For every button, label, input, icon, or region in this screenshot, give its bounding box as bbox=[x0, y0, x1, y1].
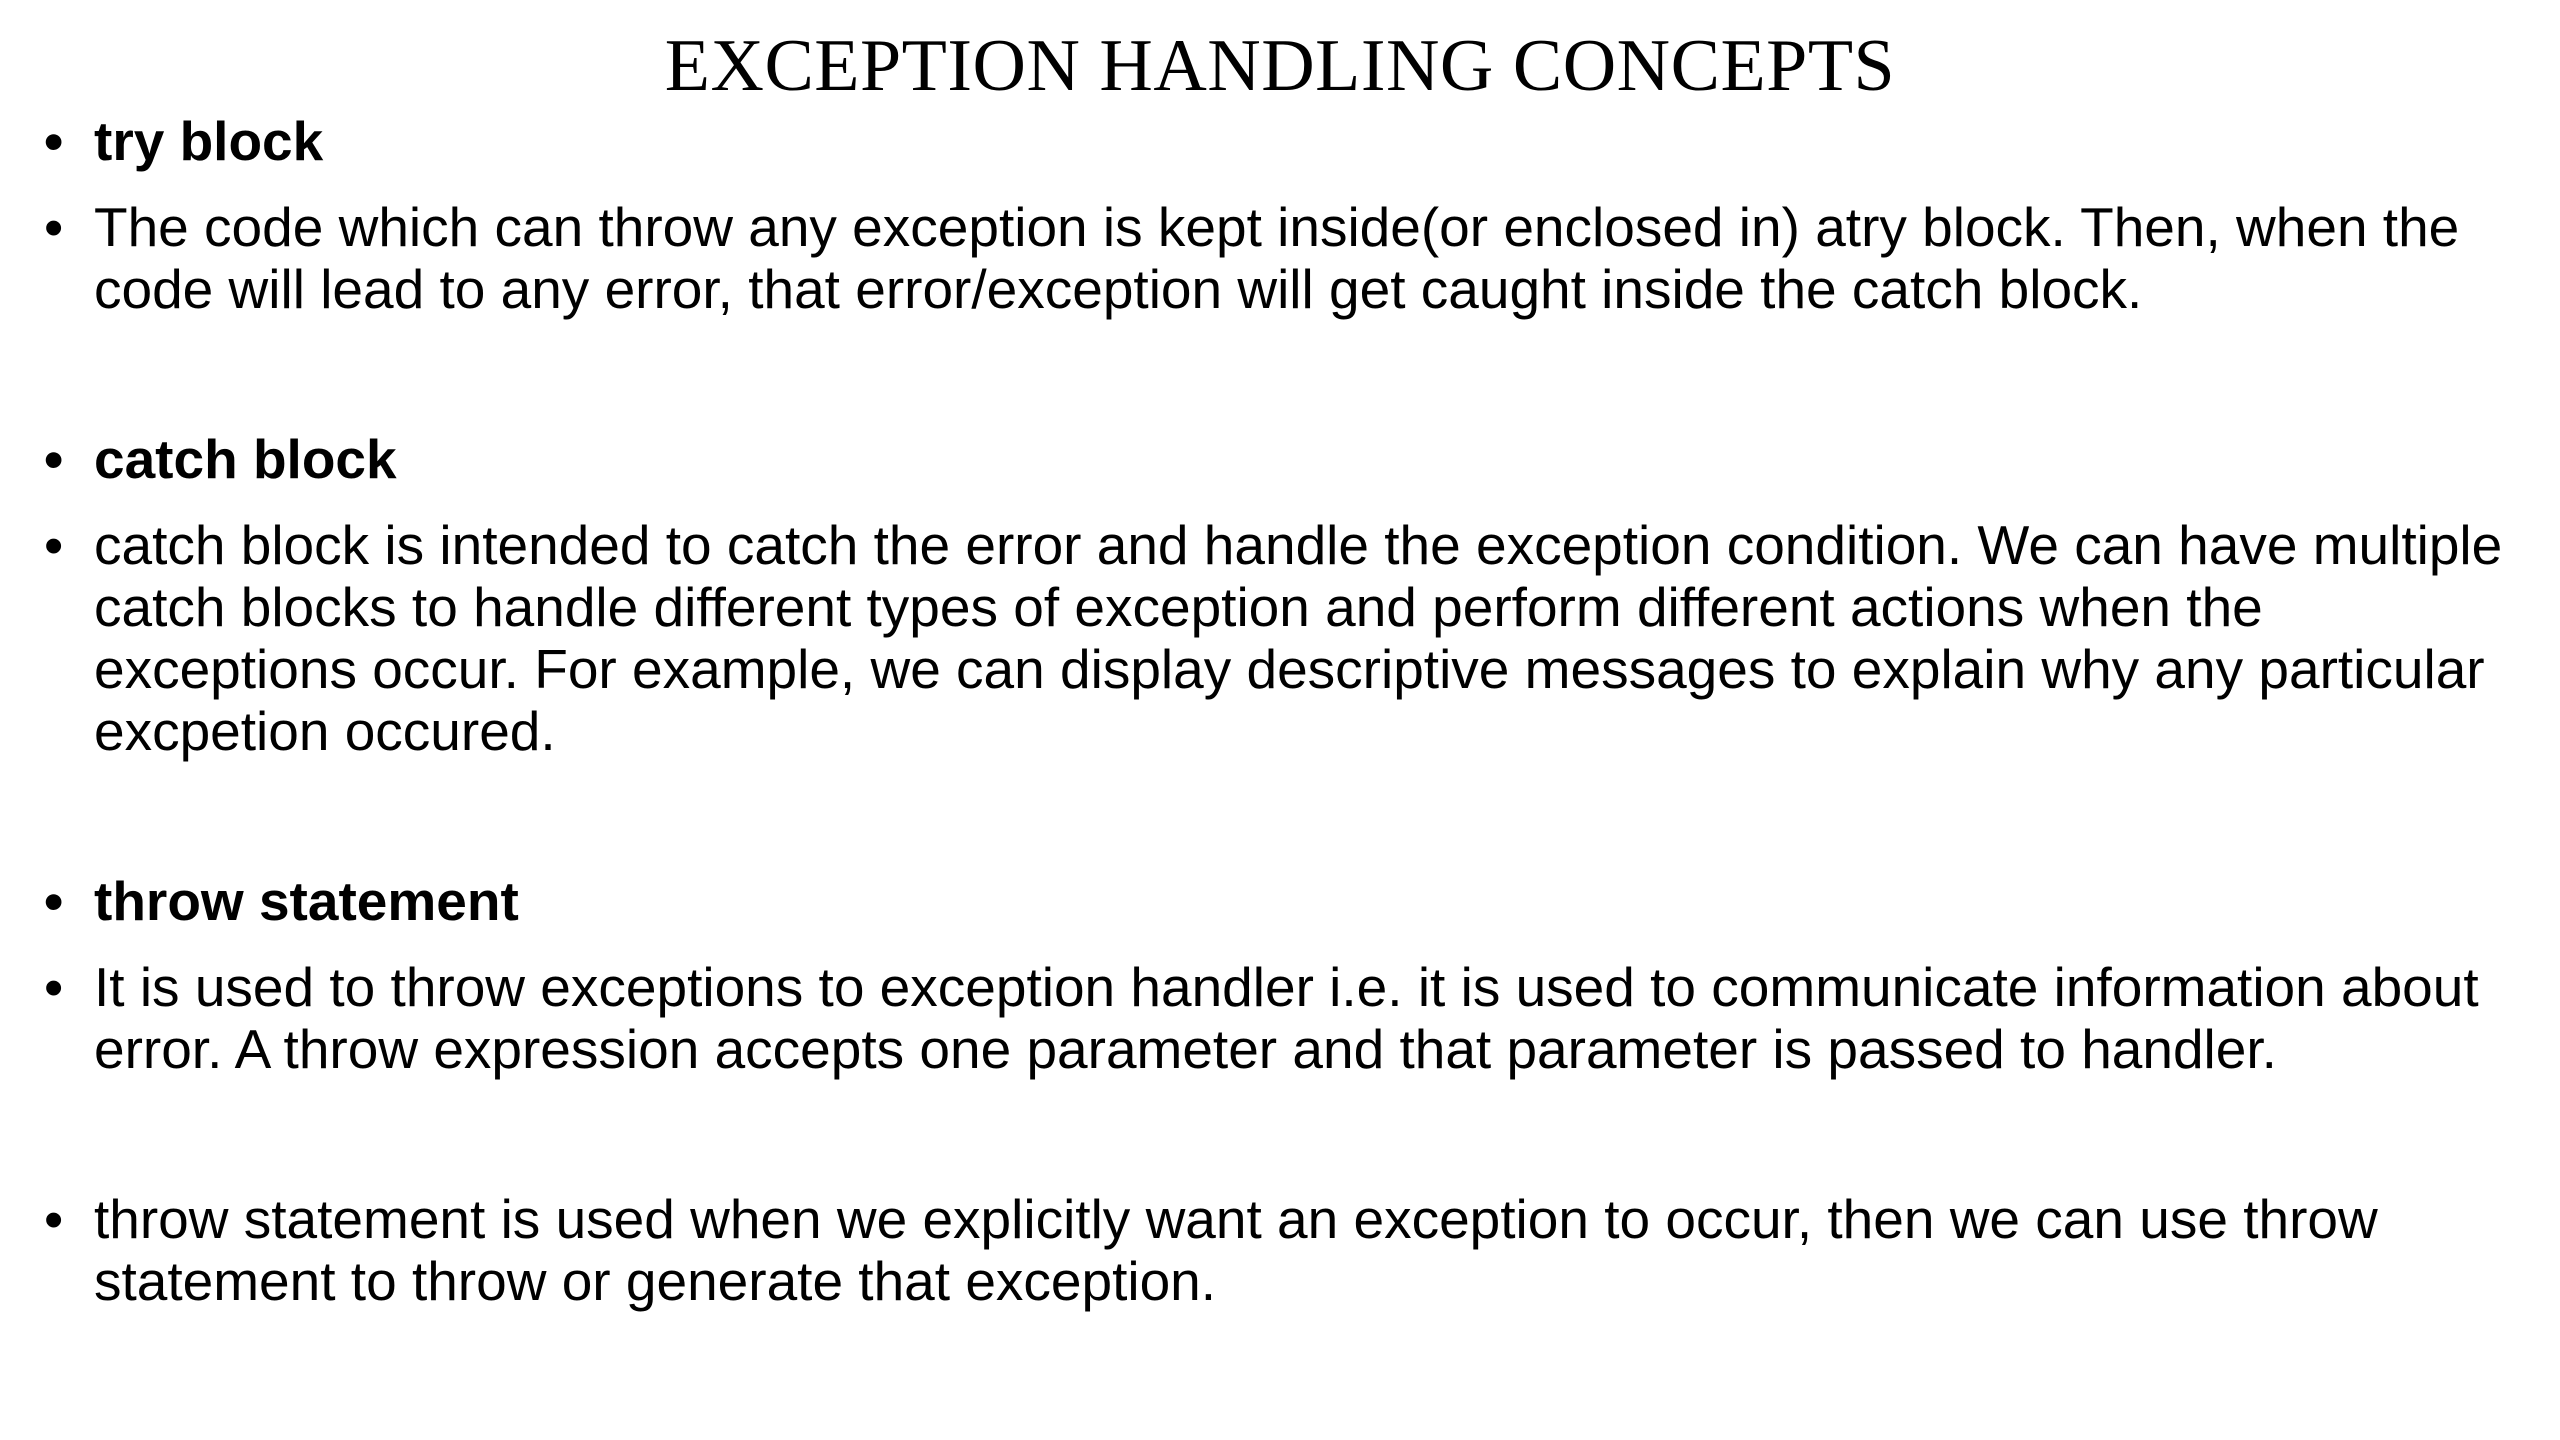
bullet-throw-statement-heading: • throw statement bbox=[44, 870, 2534, 932]
bullet-try-block-description: • The code which can throw any exception is kept inside(or enclosed in) atry block. Then, when the code will lead to any error, that error/exception will get caught inside the catch block. bbox=[44, 196, 2534, 320]
bullet-try-block-heading: • try block bbox=[44, 110, 2534, 172]
bullet-throw-statement-description: • It is used to throw exceptions to exception handler i.e. it is used to communicate information about error. A throw expression accepts one parameter and that parameter is passed to handler. bbox=[44, 956, 2534, 1080]
bullet-catch-block-heading: • catch block bbox=[44, 428, 2534, 490]
bullet-list bbox=[44, 110, 2534, 1312]
slide-title: EXCEPTION HANDLING CONCEPTS bbox=[664, 25, 1896, 107]
bullet-catch-block-description: • catch block is intended to catch the error and handle the exception condition. We can have multiple catch blocks to handle different types of exception and perform different actions when the exceptions occur. For example, we can display descriptive messages to explain why any particular excpetion occured. bbox=[44, 514, 2534, 762]
bullet-throw-statement-usage: • throw statement is used when we explicitly want an exception to occur, then we can use throw statement to throw or generate that exception. bbox=[44, 1188, 2534, 1312]
